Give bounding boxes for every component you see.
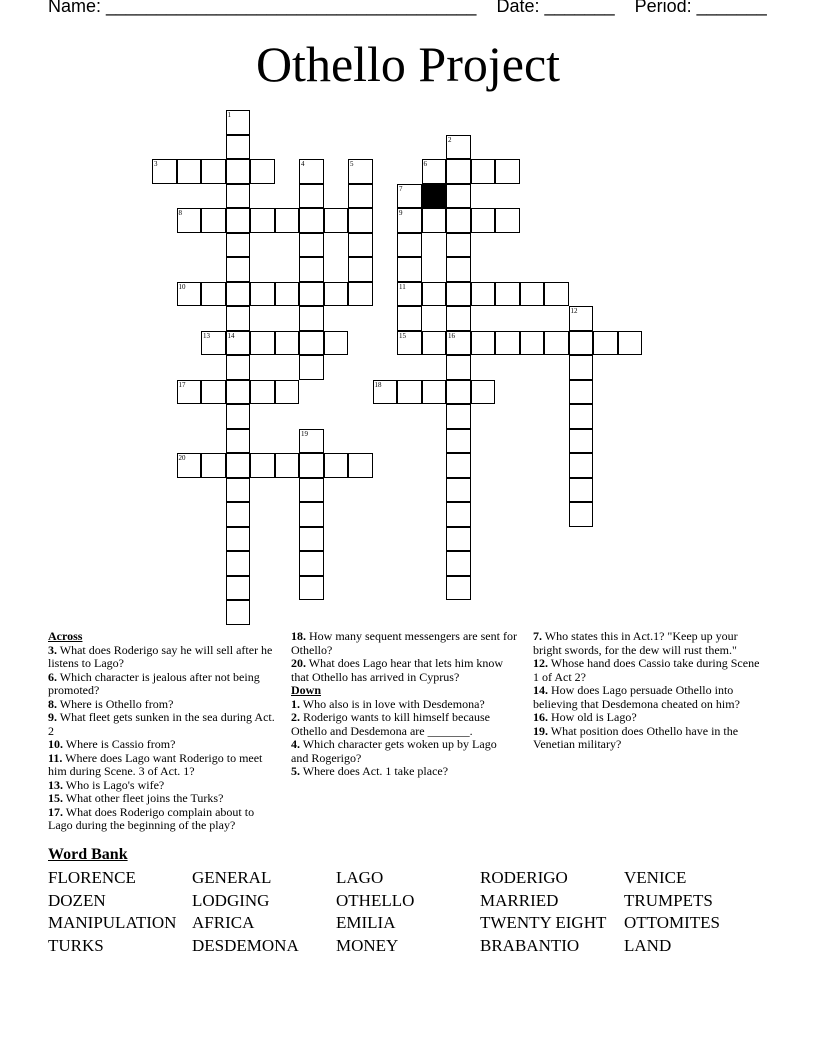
clue-number-label: 13. (48, 777, 63, 792)
word-bank-item: MANIPULATION (48, 913, 177, 932)
clues-column-3 (533, 630, 763, 752)
crossword-cell[interactable] (275, 453, 300, 478)
crossword-cell[interactable] (299, 527, 324, 552)
crossword-cell[interactable] (299, 331, 324, 356)
name-label: Name: (48, 0, 102, 16)
crossword-cell[interactable] (348, 453, 373, 478)
clue-number-label: 2. (291, 710, 300, 724)
crossword-cell[interactable] (593, 331, 618, 356)
across-clue: 3. What does Roderigo say he will sell after he listens to Lago? (48, 642, 273, 670)
crossword-cell[interactable] (324, 282, 349, 307)
crossword-cell[interactable] (299, 551, 324, 576)
crossword-cell[interactable] (446, 478, 471, 503)
down-clue: 5. Where does Act. 1 take place? (291, 764, 449, 778)
word-bank-item: AFRICA (192, 913, 255, 932)
clue-number: 17 (178, 380, 186, 389)
clue-number-label: 4. (291, 737, 300, 751)
word-bank-title: Word Bank (48, 846, 128, 863)
crossword-cell[interactable] (324, 331, 349, 356)
crossword-cell[interactable] (446, 527, 471, 552)
crossword-cell[interactable] (495, 282, 520, 307)
crossword-cell[interactable] (422, 380, 447, 405)
crossword-cell[interactable] (397, 282, 422, 307)
crossword-cell[interactable] (324, 208, 349, 233)
crossword-cell[interactable] (422, 208, 447, 233)
word-bank-item: VENICE (624, 868, 687, 887)
crossword-cell[interactable] (446, 429, 471, 454)
crossword-cell[interactable] (299, 429, 324, 454)
crossword-cell[interactable] (226, 282, 251, 307)
crossword-cell[interactable] (397, 184, 422, 209)
crossword-cell[interactable] (226, 380, 251, 405)
clue-number-label: 14. (533, 683, 548, 697)
crossword-cell[interactable] (226, 184, 251, 209)
crossword-cell[interactable] (201, 380, 226, 405)
crossword-cell[interactable] (446, 502, 471, 527)
down-clue: 2. Roderigo wants to kill himself because Othello and Desdemona are _______. (291, 710, 490, 738)
clue-number: 13 (203, 331, 210, 340)
crossword-cell[interactable] (299, 576, 324, 601)
crossword-cell[interactable] (226, 233, 251, 258)
crossword-cell[interactable] (618, 331, 643, 356)
crossword-cell[interactable] (569, 331, 594, 356)
crossword-cell[interactable] (226, 453, 251, 478)
date-blank: _______ (544, 0, 615, 16)
crossword-cell[interactable] (569, 355, 594, 380)
crossword-cell[interactable] (226, 502, 251, 527)
crossword-cell[interactable] (569, 478, 594, 503)
word-bank-item: TWENTY EIGHT (480, 913, 607, 932)
crossword-cell[interactable] (569, 453, 594, 478)
clue-number: 15 (399, 331, 406, 340)
crossword-cell[interactable] (226, 404, 251, 429)
crossword-cell[interactable] (544, 282, 569, 307)
crossword-cell[interactable] (422, 282, 447, 307)
crossword-cell[interactable] (520, 331, 545, 356)
crossword-cell[interactable] (446, 282, 471, 307)
crossword-cell[interactable] (446, 306, 471, 331)
clue-number: 16 (448, 331, 455, 340)
clue-number: 8 (178, 209, 182, 217)
clue-number-label: 8. (48, 696, 57, 711)
crossword-cell[interactable] (373, 380, 398, 405)
crossword-cell[interactable] (397, 257, 422, 282)
crossword-cell[interactable] (250, 331, 275, 356)
header-line (48, 0, 767, 17)
crossword-cell[interactable] (495, 159, 520, 184)
crossword-cell[interactable] (569, 502, 594, 527)
word-bank-item: MONEY (336, 935, 399, 955)
crossword-cell[interactable] (299, 502, 324, 527)
page-title: Othello Project (255, 36, 561, 92)
clue-number-label: 5. (291, 764, 300, 778)
crossword-cell[interactable] (201, 331, 226, 356)
crossword-cell[interactable] (471, 282, 496, 307)
across-clue: 18. How many sequent messengers are sent for Othello? (291, 629, 517, 657)
crossword-cell[interactable] (446, 576, 471, 601)
clue-number-label: 15. (48, 791, 63, 805)
down-clue: 12. Whose hand does Cassio take during Scene 1 of Act 2? (533, 656, 760, 684)
across-clue: 8. Where is Othello from? (48, 696, 174, 711)
clue-number-label: 20. (291, 656, 306, 670)
down-clue: 19. What position does Othello have in the Venetian military? (533, 723, 739, 751)
crossword-cell[interactable] (446, 233, 471, 258)
across-clue: 15. What other fleet joins the Turks? (48, 791, 224, 805)
crossword-cell[interactable] (226, 135, 251, 160)
crossword-cell[interactable] (446, 453, 471, 478)
clue-number: 18 (374, 380, 382, 389)
crossword-cell[interactable] (275, 380, 300, 405)
crossword-cell[interactable] (299, 306, 324, 331)
crossword-black-cell (422, 184, 447, 209)
crossword-cell[interactable] (446, 159, 471, 184)
crossword-cell[interactable] (348, 159, 373, 184)
crossword-cell[interactable] (201, 453, 226, 478)
word-bank-item: TRUMPETS (624, 890, 713, 910)
crossword-cell[interactable] (348, 257, 373, 282)
crossword-cell[interactable] (226, 208, 251, 233)
crossword-cell[interactable] (569, 429, 594, 454)
crossword-cell[interactable] (299, 208, 324, 233)
down-clue: 7. Who states this in Act.1? "Keep up your bright swords, for the dew will rust them." (533, 629, 738, 657)
crossword-cell[interactable] (544, 331, 569, 356)
word-bank-item: BRABANTIO (480, 935, 580, 955)
across-clue: 9. What fleet gets sunken in the sea during Act. 2 (48, 710, 275, 738)
clue-number-label: 18. (291, 629, 306, 643)
across-clue: 11. Where does Lago want Roderigo to meet him during Scene. 3 of Act. 1? (48, 750, 263, 778)
crossword-cell[interactable] (177, 282, 202, 307)
crossword-cell[interactable] (397, 208, 422, 233)
clue-number-label: 16. (533, 710, 548, 724)
crossword-cell[interactable] (471, 159, 496, 184)
crossword-cell[interactable] (495, 208, 520, 233)
crossword-cell[interactable] (201, 282, 226, 307)
clue-number: 7 (399, 184, 403, 193)
clue-number-label: 6. (48, 669, 57, 684)
crossword-cell[interactable] (446, 380, 471, 405)
crossword-cell[interactable] (275, 331, 300, 356)
clue-number-label: 12. (533, 656, 548, 670)
crossword-cell[interactable] (348, 184, 373, 209)
crossword-cell[interactable] (569, 306, 594, 331)
clues-column-2 (291, 630, 517, 779)
period-blank: _______ (696, 0, 767, 16)
crossword-cell[interactable] (471, 331, 496, 356)
crossword-cell[interactable] (226, 306, 251, 331)
clue-number: 3 (154, 160, 158, 168)
date-label: Date: (496, 0, 540, 16)
crossword-cell[interactable] (446, 135, 471, 160)
crossword-cell[interactable] (471, 380, 496, 405)
crossword-cell[interactable] (397, 331, 422, 356)
crossword-cell[interactable] (569, 380, 594, 405)
word-bank-item: MARRIED (480, 890, 559, 910)
clue-number: 6 (423, 160, 427, 168)
crossword-cell[interactable] (201, 159, 226, 184)
crossword-cell[interactable] (397, 380, 422, 405)
across-clue: 20. What does Lago hear that lets him know that Othello has arrived in Cyprus? (291, 656, 504, 684)
crossword-cell[interactable] (446, 208, 471, 233)
crossword-cell[interactable] (250, 282, 275, 307)
clue-number-label: 19. (533, 723, 548, 738)
crossword-cell[interactable] (275, 208, 300, 233)
clue-number-label: 1. (291, 696, 300, 711)
word-bank-item: OTTOMITES (624, 913, 721, 932)
clue-number: 4 (301, 160, 305, 168)
crossword-cell[interactable] (569, 404, 594, 429)
crossword-cell[interactable] (324, 453, 349, 478)
across-clue: 13. Who is Lago's wife? (48, 777, 165, 792)
crossword-cell[interactable] (177, 159, 202, 184)
clue-number-label: 10. (48, 737, 63, 751)
word-bank-item: LAND (624, 935, 672, 955)
down-clue: 4. Which character gets woken up by Lago and Rogerigo? (291, 737, 497, 765)
crossword-cell[interactable] (471, 208, 496, 233)
crossword-cell[interactable] (226, 551, 251, 576)
word-bank-item: EMILIA (336, 913, 396, 932)
down-clue: 16. How old is Lago? (533, 710, 637, 724)
crossword-cell[interactable] (446, 355, 471, 380)
crossword-cell[interactable] (520, 282, 545, 307)
crossword-cell[interactable] (446, 184, 471, 209)
crossword-cell[interactable] (152, 159, 177, 184)
clue-number: 5 (350, 160, 354, 168)
crossword-cell[interactable] (226, 478, 251, 503)
crossword-cell[interactable] (299, 159, 324, 184)
crossword-cell[interactable] (299, 184, 324, 209)
crossword-cell[interactable] (348, 208, 373, 233)
crossword-cell[interactable] (177, 380, 202, 405)
word-bank-item: LODGING (192, 890, 270, 910)
across-clue: 6. Which character is jealous after not being promoted? (48, 669, 260, 697)
crossword-cell[interactable] (250, 208, 275, 233)
clue-number-label: 11. (48, 750, 63, 765)
crossword-cell[interactable] (299, 282, 324, 307)
crossword-cell[interactable] (446, 551, 471, 576)
crossword-cell[interactable] (177, 453, 202, 478)
crossword-cell[interactable] (226, 576, 251, 601)
word-bank-item: OTHELLO (336, 890, 415, 910)
clue-number-label: 7. (533, 629, 542, 643)
clue-number: 14 (227, 331, 235, 340)
clue-number: 1 (227, 111, 231, 119)
crossword-cell[interactable] (299, 478, 324, 503)
clue-number: 12 (570, 307, 578, 315)
crossword-cell[interactable] (446, 331, 471, 356)
crossword-cell[interactable] (226, 159, 251, 184)
clue-number: 10 (178, 282, 186, 291)
crossword-cell[interactable] (250, 380, 275, 405)
crossword-cell[interactable] (226, 600, 251, 625)
crossword-cell[interactable] (422, 331, 447, 356)
crossword-cell[interactable] (446, 404, 471, 429)
crossword-cell[interactable] (495, 331, 520, 356)
crossword-cell[interactable] (299, 453, 324, 478)
clue-number: 11 (399, 282, 406, 291)
word-bank-item: TURKS (48, 935, 104, 955)
crossword-cell[interactable] (299, 233, 324, 258)
word-bank-item: GENERAL (192, 868, 272, 887)
word-bank-item: DESDEMONA (192, 935, 299, 955)
crossword-cell[interactable] (422, 159, 447, 184)
clue-number: 20 (178, 454, 186, 462)
crossword-cell[interactable] (397, 306, 422, 331)
clue-number-label: 3. (48, 642, 57, 657)
clues-column-1 (48, 630, 280, 833)
crossword-cell[interactable] (226, 257, 251, 282)
clue-number-label: 17. (48, 804, 63, 819)
across-heading: Across (48, 629, 83, 643)
crossword-cell[interactable] (201, 208, 226, 233)
crossword-cell[interactable] (226, 355, 251, 380)
crossword-cell[interactable] (250, 453, 275, 478)
period-label: Period: (634, 0, 692, 16)
word-bank-item: FLORENCE (48, 868, 136, 887)
across-clue: 17. What does Roderigo complain about to Lago during the beginning of the play? (48, 804, 255, 832)
word-bank-item: DOZEN (48, 890, 106, 910)
crossword-cell[interactable] (397, 233, 422, 258)
crossword-cell[interactable] (348, 282, 373, 307)
down-clue: 1. Who also is in love with Desdemona? (291, 696, 485, 711)
clue-number: 19 (301, 429, 308, 438)
crossword-cell[interactable] (299, 257, 324, 282)
word-bank-item: RODERIGO (480, 868, 568, 887)
crossword-cell[interactable] (226, 331, 251, 356)
crossword-cell[interactable] (226, 429, 251, 454)
down-heading: Down (291, 683, 322, 697)
clue-number-label: 9. (48, 710, 57, 724)
crossword-cell[interactable] (299, 355, 324, 380)
crossword-cell[interactable] (250, 159, 275, 184)
crossword-cell[interactable] (226, 110, 251, 135)
crossword-cell[interactable] (348, 233, 373, 258)
clue-number: 9 (399, 209, 403, 217)
name-blank: _____________________________________ (106, 0, 477, 16)
crossword-cell[interactable] (446, 257, 471, 282)
word-bank-item: LAGO (336, 868, 384, 887)
crossword-cell[interactable] (226, 527, 251, 552)
across-clue: 10. Where is Cassio from? (48, 737, 176, 751)
crossword-cell[interactable] (275, 282, 300, 307)
crossword-cell[interactable] (177, 208, 202, 233)
down-clue: 14. How does Lago persuade Othello into believing that Desdemona cheated on him? (533, 683, 740, 711)
clue-number: 2 (448, 135, 452, 144)
